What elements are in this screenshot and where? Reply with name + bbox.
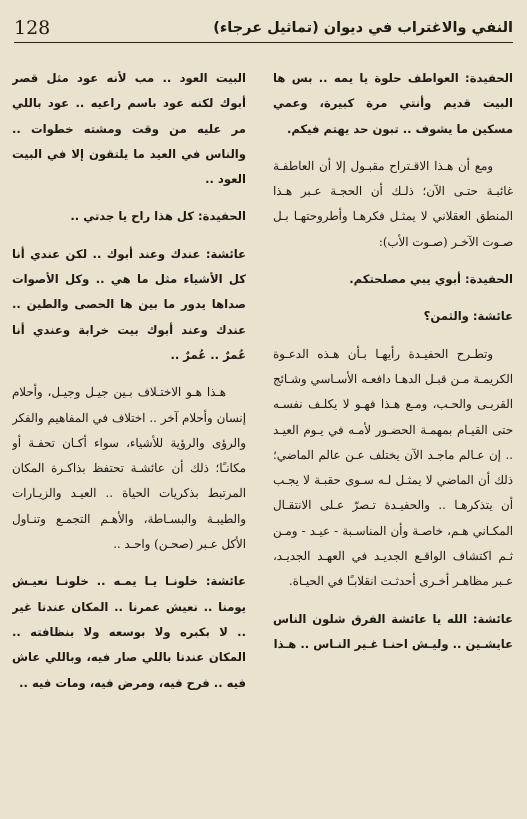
dialogue-paragraph: الحفيدة: كل هذا راح يا جدتي .. <box>70 209 246 224</box>
running-title: النفي والاغتراب في ديوان (تماثيل عرجاء) <box>213 20 513 36</box>
page-header <box>14 14 513 43</box>
dialogue-continuation: البيت العود .. مب لأنه عود مثل قصر أبوك لكنه عود باسم راعيه .. عود باللي مر عليه من وقت ومشته خطوات .. والناس في العيد ما يلتقون إلا في البيت العود .. <box>12 71 246 187</box>
dialogue-paragraph: عائشة: عندك وعند أبوك .. لكن عندي أنا كل الأشياء مثل ما هي .. وكل الأصوات صداها يدور ما بين ها الحصى والطين .. عندك وعند أبوك بيت خرابة وعندي أنا عُمرٌ .. عُمرٌ .. <box>12 246 246 362</box>
narrative-paragraph: ومع أن هـذا الاقـتراح مقبـول إلا أن العاطفـة غائبـة حتـى الآن؛ ذلـك أن الحجـة عـبر هـذا المنطق العقلاني لا يمثـل فكرهـا وأطروحتهـا بـل صـوت الآخـر (صـوت الأب): <box>273 158 513 249</box>
dialogue-paragraph: الحفيدة: أبوي يبي مصلحتكم. <box>349 272 513 287</box>
dialogue-paragraph: عائشة: والثمن؟ <box>423 309 513 324</box>
page-number: 128 <box>14 17 51 39</box>
narrative-paragraph: وتطـرح الحفيـدة رأيهـا بـأن هـذه الدعـوة الكريمـة مـن قبـل الدهـا دافعـه الأسـاسي وشـائج القربـى والحـب، ومـع هـذا فهـو لا يكلـف نفسـه حتى القيـام بمهمـة الحضـور لأمـه في يـوم العيـد .. إن عـالم ماجـد الآن يختلف عـن عالم الماضي؛ ذلك أن الماضي لا يمثـل لـه سـوى حقبـة لا يجـب أن يتذكرهـا .. والحفيـدة تـصرّ عـلى الانتقـال المكـاني هـم، خاصـة وأن المناسـبة - عيـد - ومـن ثـم اكتشاف الواقـع الجديـد في العهـد الجديـد، عـبر مظاهـر أخـرى أحدثـت انقلابـًا في الحيـاة. <box>273 346 513 589</box>
narrative-paragraph: هـذا هـو الاختـلاف بـين جيـل وجيـل، وأحلام إنسان وأحلام آخر .. اختلاف في المفاهيم والفكر والرؤى والرؤية للأشياء، سواء أكـان تحفـة أو مكانـًا؛ ذلك أن عائشـة تحتفظ بذاكـرة المكان المرتبط بذكريات الحياة .. العيـد والزيـارات والطيبـة والبسـاطة، والأهـم التجمـع وتنـاول الأكل عـبر (صحـن) واحـد .. <box>12 385 246 552</box>
left-column <box>12 66 246 809</box>
right-column <box>273 66 513 809</box>
dialogue-paragraph: عائشة: الله يا عائشة الفرق شلون الناس عايشـين .. وليـش احنـا غـير النـاس .. هـذا <box>273 611 513 651</box>
dialogue-paragraph: عائشة: خلونـا يـا يمـه .. خلونـا نعيـش يومنا .. نعيش عمرنا .. المكان عندنا غير .. لا بكبره ولا بوسعه ولا بنظافته .. المكان عندنا باللي صار فيه، وباللي عاش فيه .. فرح فيه، ومرض فيه، ومات فيه .. <box>12 574 246 690</box>
dialogue-paragraph: الحفيدة: العواطف حلوة يا يمه .. بس ها البيت قديم وأنتي مرة كبيرة، وعمي مسكين ما يشوف .. تبون حد يهتم فيكم. <box>273 71 513 136</box>
